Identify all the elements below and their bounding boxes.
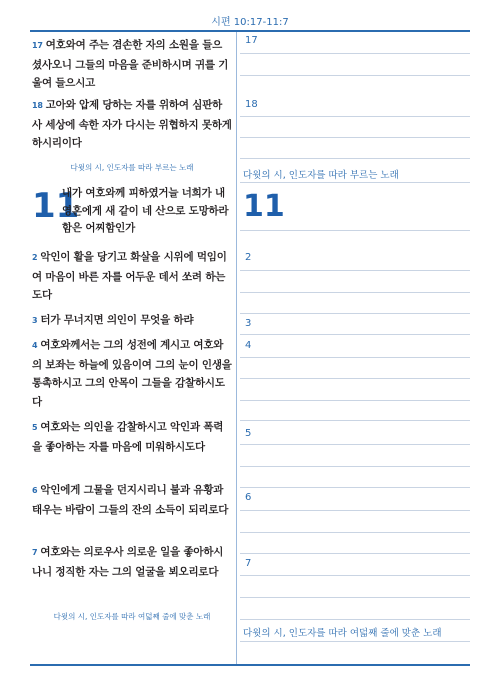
- verse-number: 7: [32, 548, 38, 557]
- right-verse-number-3: 3: [245, 318, 252, 329]
- writing-line: [240, 400, 470, 401]
- verse-11-6: [32, 481, 232, 519]
- right-verse-number-2: 2: [245, 252, 252, 263]
- writing-line: [240, 487, 470, 488]
- verse-text: 악인이 활을 당기고 화살을 시위에 먹임이여 마음이 바른 자를 어두운 데서 쏘려 하는도다: [32, 251, 227, 301]
- verse-number: 17: [32, 41, 43, 50]
- writing-line: [240, 158, 470, 159]
- chapter-number-11: 11: [32, 186, 80, 226]
- verse-text: 내가 여호와께 피하였거늘 너희가 내 영혼에게 새 같이 네 산으로 도망하라 함은 어찌함인가: [62, 187, 229, 234]
- psalm-11-superscription: 다윗의 시, 인도자를 따라 부르는 노래: [70, 163, 194, 172]
- verse-number: 3: [32, 316, 38, 325]
- writing-line: [240, 270, 470, 271]
- verse-11-1-text: [62, 185, 232, 234]
- writing-line: [240, 619, 470, 620]
- writing-line: [240, 575, 470, 576]
- verse-text: 고아와 압제 당하는 자를 위하여 심판하사 세상에 속한 자가 다시는 위협하지 못하게 하시리이다: [32, 99, 232, 149]
- writing-line: [240, 597, 470, 598]
- writing-line: [240, 137, 470, 138]
- writing-line: [240, 444, 470, 445]
- verse-10-17: [32, 36, 232, 93]
- writing-line: [240, 357, 470, 358]
- top-rule: [30, 30, 470, 32]
- verse-text: 터가 무너지면 의인이 무엇을 하랴: [40, 314, 194, 326]
- verse-text: 여호와는 의인을 감찰하시고 악인과 폭력을 좋아하는 자를 마음에 미워하시도다: [32, 421, 224, 453]
- writing-line: [240, 553, 470, 554]
- psalm-12-superscription: 다윗의 시, 인도자를 따라 여덟째 줄에 맞춘 노래: [53, 612, 211, 621]
- verse-11-3: [32, 311, 232, 331]
- writing-line: [240, 334, 470, 335]
- verse-11-7: [32, 543, 232, 581]
- bottom-rule: [30, 664, 470, 666]
- writing-line: [240, 420, 470, 421]
- verse-11-2: [32, 248, 232, 305]
- verse-text: 악인에게 그물을 던지시리니 불과 유황과 태우는 바람이 그들의 잔의 소득이 되리로다: [32, 484, 229, 516]
- writing-line: [240, 510, 470, 511]
- right-psalm-12-superscription: 다윗의 시, 인도자를 따라 여덟째 줄에 맞춘 노래: [243, 628, 442, 639]
- verse-number: 5: [32, 423, 38, 432]
- verse-number: 6: [32, 486, 38, 495]
- writing-line: [240, 116, 470, 117]
- page-header-reference: 시편 10:17-11:7: [211, 17, 289, 28]
- verse-11-4: [32, 336, 232, 411]
- right-chapter-number-11: 11: [243, 189, 285, 224]
- writing-line: [240, 532, 470, 533]
- verse-number: 2: [32, 253, 38, 262]
- verse-text: 여호와여 주는 겸손한 자의 소원을 들으셨사오니 그들의 마음을 준비하시며 귀를 기울여 들으시고: [32, 39, 229, 89]
- writing-line: [240, 292, 470, 293]
- writing-line: [240, 53, 470, 54]
- right-verse-number-4: 4: [245, 340, 252, 351]
- right-psalm-11-superscription: 다윗의 시, 인도자를 따라 부르는 노래: [243, 170, 399, 181]
- verse-text: 여호와는 의로우사 의로운 일을 좋아하시나니 정직한 자는 그의 얼굴을 뵈오리로다: [32, 546, 224, 578]
- writing-line: [240, 466, 470, 467]
- writing-line: [240, 230, 470, 231]
- writing-line: [240, 182, 470, 183]
- right-verse-number-7: 7: [245, 558, 252, 569]
- verse-number: 4: [32, 341, 38, 350]
- writing-line: [240, 378, 470, 379]
- right-verse-number-17: 17: [245, 35, 258, 46]
- right-verse-number-18: 18: [245, 99, 258, 110]
- verse-number: 18: [32, 101, 43, 110]
- verse-10-18: [32, 96, 232, 153]
- right-verse-number-5: 5: [245, 428, 252, 439]
- right-verse-number-6: 6: [245, 492, 252, 503]
- writing-line: [240, 313, 470, 314]
- verse-11-5: [32, 418, 232, 456]
- writing-line: [240, 641, 470, 642]
- column-divider: [236, 32, 237, 664]
- verse-text: 여호와께서는 그의 성전에 계시고 여호와의 보좌는 하늘에 있음이여 그의 눈이 인생을 통촉하시고 그의 안목이 그들을 감찰하시도다: [32, 339, 232, 408]
- writing-line: [240, 75, 470, 76]
